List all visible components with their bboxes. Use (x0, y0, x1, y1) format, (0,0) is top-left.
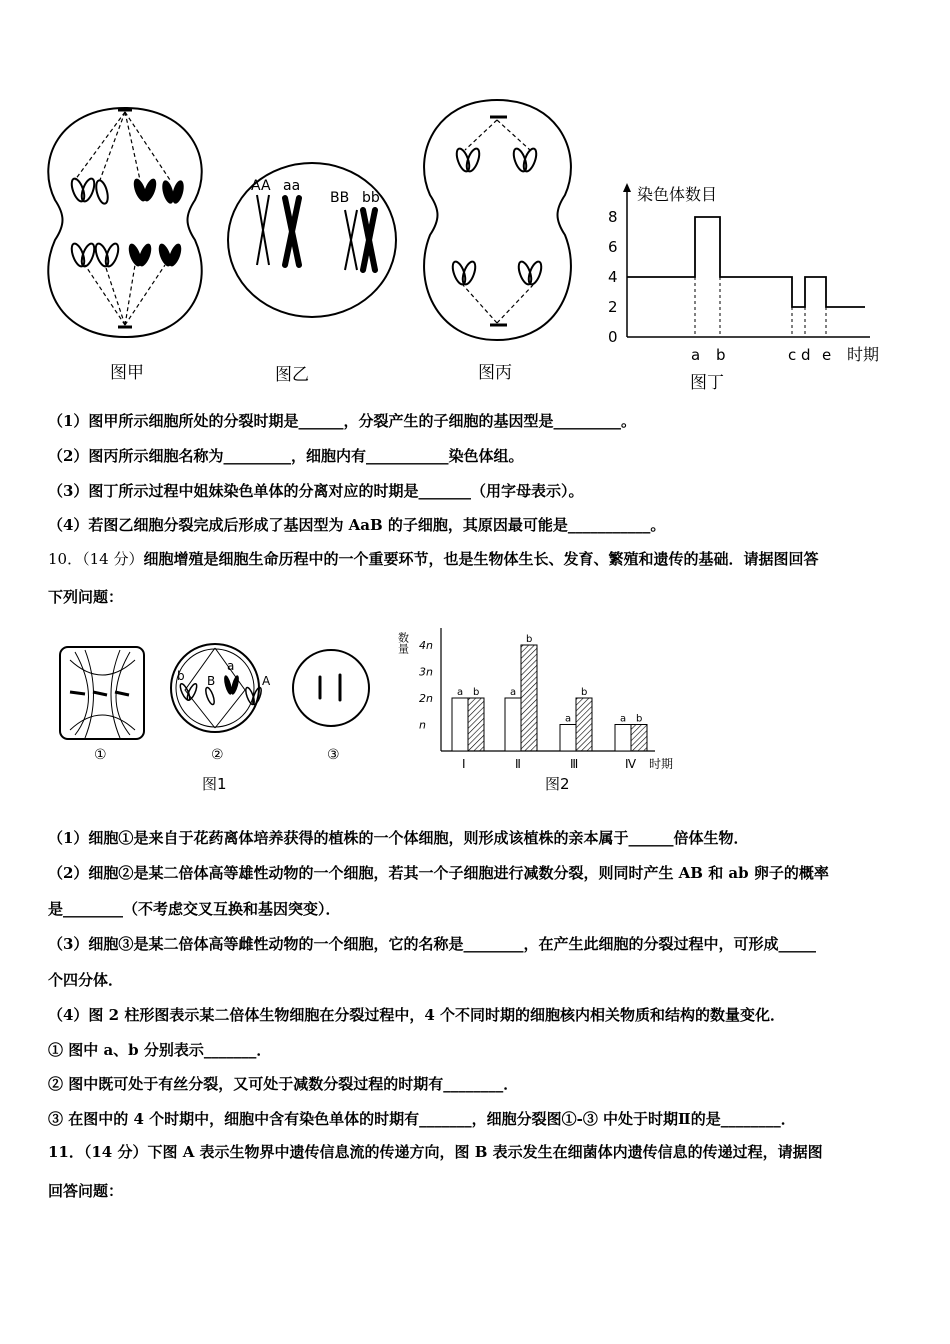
q11-line-2: 回答问题： (48, 1182, 124, 1200)
cell-3-label: ③ (327, 747, 340, 763)
ding-xlabel: 时期 (847, 345, 880, 364)
ding-marker-b: b (716, 346, 726, 364)
q10-header-text: 细胞增殖是细胞生命历程中的一个重要环节，也是生物体生长、发育、繁殖和遗传的基础．请据图回答 (143, 550, 819, 568)
figure-1-cells (55, 640, 385, 770)
bar-xtick-4: Ⅳ (625, 757, 637, 771)
q10-line-4: （4）图 2 柱形图表示某二倍体生物细胞在分裂过程中，4 个不同时期的细胞核内相关物质和结构的数量变化． (48, 1006, 785, 1024)
caption-yi: 图乙 (275, 365, 309, 385)
bar-ytick-2n: 2n (419, 692, 433, 705)
q10-line-2b: 是________（不考虑交叉互换和基因突变）． (48, 900, 341, 918)
bar-b-3 (576, 698, 592, 751)
q9-line-3: （3）图丁所示过程中姐妹染色单体的分离对应的时期是_______（用字母表示）。 (48, 482, 584, 500)
caption-fig1: 图1 (202, 775, 227, 793)
q10-line-1: （1）细胞①是来自于花药离体培养获得的植株的一个体细胞，则形成该植株的亲本属于______倍体生物． (48, 829, 749, 847)
q10-header (48, 548, 818, 569)
bar-a-4 (615, 725, 631, 752)
label-aa: aa (283, 178, 301, 194)
q10-line-3b: 个四分体． (48, 971, 124, 989)
caption-fig2: 图2 (545, 775, 570, 793)
bar-label-b-2: b (526, 634, 533, 645)
q9-line-2: （2）图丙所示细胞名称为_________，细胞内有___________染色体组。 (48, 447, 524, 465)
bar-ytick-n: n (419, 718, 426, 732)
bar-ytick-4n: 4n (419, 639, 433, 652)
cell-2-letter-a: a (227, 659, 235, 673)
ding-marker-a: a (691, 346, 701, 364)
ding-ytick-4: 4 (608, 268, 618, 286)
bar-xtick-1: Ⅰ (462, 757, 466, 771)
q11-line-1: 11．（14 分）下图 A 表示生物界中遗传信息流的传递方向，图 B 表示发生在细菌体内遗传信息的传递过程，请据图 (48, 1143, 823, 1161)
ding-ytick-6: 6 (608, 238, 618, 256)
bar-a-2 (505, 698, 521, 751)
cell-2-letter-B: B (207, 674, 216, 688)
q10-sub-3: ③ 在图中的 4 个时期中，细胞中含有染色单体的时期有_______，细胞分裂图①-③ 中处于时期Ⅱ的是________． (48, 1110, 796, 1128)
figure-bing (415, 95, 580, 345)
bar-ylabel: 数量 (396, 632, 410, 654)
ding-step-line (627, 217, 865, 307)
q10-line-3a: （3）细胞③是某二倍体高等雌性动物的一个细胞，它的名称是________，在产生此细胞的分裂过程中，可形成_____ (48, 935, 816, 953)
cell-2-letter-b: b (177, 669, 185, 683)
ding-marker-c: c (788, 346, 797, 364)
bar-label-a-1: a (457, 687, 464, 698)
ding-ytick-2: 2 (608, 298, 618, 316)
bar-label-b-3: b (581, 687, 588, 698)
q9-line-1: （1）图甲所示细胞所处的分裂时期是______，分裂产生的子细胞的基因型是_________。 (48, 412, 636, 430)
label-BB: BB (330, 190, 350, 206)
bar-b-4 (631, 725, 647, 752)
bar-ytick-3n: 3n (419, 665, 433, 679)
q10-sub-2: ② 图中既可处于有丝分裂，又可处于减数分裂过程的时期有________． (48, 1075, 519, 1093)
ding-ytick-8: 8 (608, 208, 618, 226)
bar-a-1 (452, 698, 468, 751)
ding-ytick-0: 0 (608, 328, 618, 346)
caption-ding: 图丁 (690, 373, 724, 393)
figure-jia (40, 100, 210, 345)
bar-label-a-2: a (510, 687, 517, 698)
bar-label-b-4: b (636, 713, 643, 725)
caption-bing: 图丙 (478, 363, 512, 383)
cell-2-label: ② (211, 747, 224, 763)
cell-1-label: ① (94, 747, 107, 763)
bar-label-a-3: a (565, 713, 572, 725)
bar-label-a-4: a (620, 713, 627, 725)
bar-xlabel: 时期 (649, 757, 674, 771)
q10-line-2a: （2）细胞②是某二倍体高等雄性动物的一个细胞，若其一个子细胞进行减数分裂，则同时产生 AB 和 ab 卵子的概率 (48, 864, 829, 882)
q10-header-cont: 下列问题： (48, 588, 124, 606)
q10-sub-1: ① 图中 a、b 分别表示_______． (48, 1041, 272, 1059)
figure-yi (225, 160, 400, 320)
q9-line-4: （4）若图乙细胞分裂完成后形成了基因型为 AaB 的子细胞，其原因最可能是___________。 (48, 516, 666, 534)
caption-jia: 图甲 (110, 363, 144, 383)
bar-a-3 (560, 725, 576, 752)
bar-xtick-3: Ⅲ (570, 757, 579, 771)
bar-label-b-1: b (473, 687, 480, 698)
ding-ylabel: 染色体数目 (637, 185, 718, 204)
q10-number: 10．（14 分） (48, 550, 144, 568)
label-bb: bb (362, 190, 380, 206)
bar-b-1 (468, 698, 484, 751)
ding-marker-d: d (801, 346, 811, 364)
figure-ding-chart (600, 180, 900, 380)
label-AA: AA (251, 178, 271, 194)
cell-2-letter-A: A (262, 674, 271, 688)
figure-2-bar-chart (395, 620, 695, 780)
ding-marker-e: e (822, 346, 832, 364)
bar-xtick-2: Ⅱ (515, 757, 521, 771)
bar-b-2 (521, 645, 537, 751)
